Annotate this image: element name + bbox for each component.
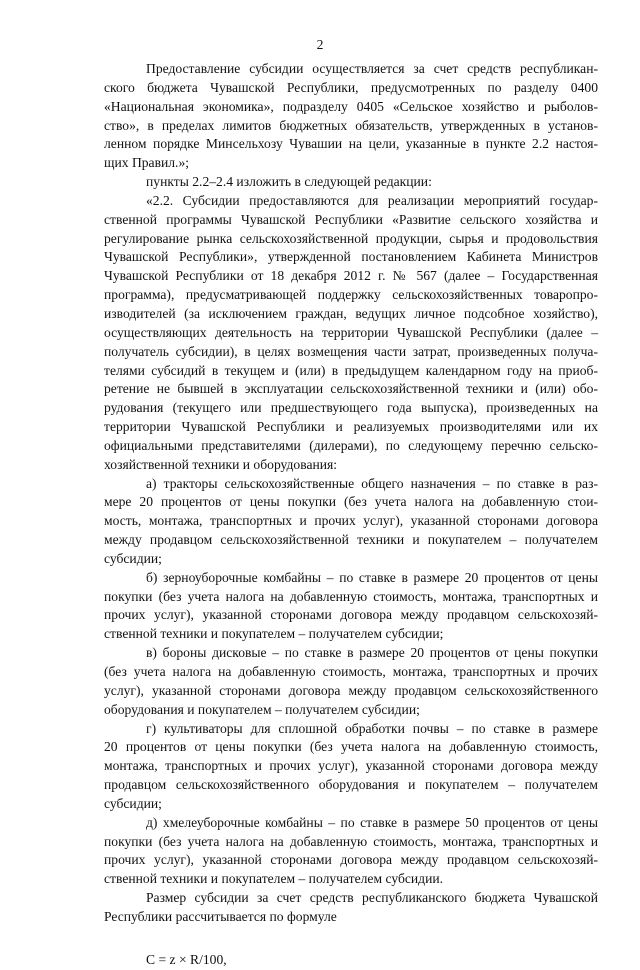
text-line: в) бороны дисковые – по ставке в размере 20 процентов от цены покупки xyxy=(146,645,598,661)
text-line: продавцом сельскохозяйственного оборудования и покупателем – получателем xyxy=(104,777,598,793)
text-line: Размер субсидии за счет средств республиканского бюджета Чувашской xyxy=(146,890,598,906)
text-line: регулирование рынка сельскохозяйственной продукции, сырья и продовольствия xyxy=(104,230,598,246)
text-line: прочих услуг), указанной сторонами договора между продавцом сельскохозяй- xyxy=(104,852,598,868)
text-line: ство», в пределах лимитов бюджетных обязательств, утвержденных в установ- xyxy=(104,117,598,133)
text-line: программа), предусматривающей поддержку сельскохозяйственных товаропро- xyxy=(104,287,598,303)
text-line: мере 20 процентов от цены покупки (без учета налога на добавленную стои- xyxy=(104,494,598,510)
text-line: хозяйственной техники и оборудования: xyxy=(104,456,338,472)
text-line: покупки (без учета налога на добавленную стоимость, монтажа, транспортных и xyxy=(104,588,598,604)
text-line: ленном порядке Минсельхозу Чувашии на цели, указанные в пункте 2.2 настоя- xyxy=(104,136,598,152)
text-line: «Национальная экономика», подразделу 0405 «Сельское хозяйство и рыболов- xyxy=(104,98,598,114)
text-line: Чувашской Республики от 18 декабря 2012 г. № 567 (далее – Государственная xyxy=(104,268,598,284)
text-line: монтажа, транспортных и прочих услуг), указанной сторонами договора между xyxy=(104,758,598,774)
text-line: изводителей (за исключением граждан, ведущих личное подсобное хозяйство), xyxy=(104,305,598,321)
text-line: «2.2. Субсидии предоставляются для реализации мероприятий государ- xyxy=(146,192,598,208)
text-line: услуг), указанной сторонами договора между продавцом сельскохозяйственного xyxy=(104,682,598,698)
text-line: телями субсидий в текущем и (или) в предыдущем календарном году на приоб- xyxy=(104,362,598,378)
text-line: территории Чувашской Республики и реализуемых производителями или их xyxy=(104,419,598,435)
page-number: 2 xyxy=(316,37,324,52)
text-line: 20 процентов от цены покупки (без учета налога на добавленную стоимость, xyxy=(104,739,598,755)
text-line: б) зерноуборочные комбайны – по ставке в размере 20 процентов от цены xyxy=(146,569,598,585)
text-line: официальными представителями (дилерами), по следующему перечню сельско- xyxy=(104,437,598,453)
text-line: д) хмелеуборочные комбайны – по ставке в размере 50 процентов от цены xyxy=(146,814,598,830)
text-line: Чувашской Республики», утвержденной постановлением Кабинета Министров xyxy=(104,249,598,265)
text-line: покупки (без учета налога на добавленную стоимость, монтажа, транспортных и xyxy=(104,833,598,849)
text-line: осуществляющих деятельность на территории Чувашской Республики (далее – xyxy=(104,324,598,340)
text-line: рудования (текущего или предшествующего года выпуска), произведенных на xyxy=(104,400,598,416)
text-line: Предоставление субсидии осуществляется за счет средств республикан- xyxy=(146,61,598,76)
text-line: оборудования и покупателем – получателем субсидии; xyxy=(104,701,420,717)
text-line: ского бюджета Чувашской Республики, предусмотренных по разделу 0400 xyxy=(104,79,598,95)
text-line: между продавцом сельскохозяйственной техники и покупателем – получателем xyxy=(104,532,598,548)
text-line: щих Правил.»; xyxy=(104,155,190,171)
text-line: ственной программы Чувашской Республики «Развитие сельского хозяйства и xyxy=(104,211,598,227)
text-line: субсидии; xyxy=(104,550,162,566)
text-line: получатель субсидии), в целях возмещения части затрат, произведенных получа- xyxy=(104,343,598,359)
text-line: ретение не бывшей в эксплуатации сельскохозяйственной техники и (или) обо- xyxy=(104,381,598,397)
formula: С = z × R/100, xyxy=(146,951,227,967)
text-line: прочих услуг), указанной сторонами договора между продавцом сельскохозяй- xyxy=(104,607,598,623)
spacer xyxy=(104,927,598,951)
text-line: а) тракторы сельскохозяйственные общего назначения – по ставке в раз- xyxy=(146,475,598,491)
text-line: Республики рассчитывается по формуле xyxy=(104,908,337,924)
text-line: пункты 2.2–2.4 изложить в следующей редакции: xyxy=(146,174,432,190)
text-line: (без учета налога на добавленную стоимость, монтажа, транспортных и прочих xyxy=(104,664,598,679)
text-line: г) культиваторы для сплошной обработки почвы – по ставке в размере xyxy=(146,720,598,736)
text-line: субсидии; xyxy=(104,795,162,811)
document-body xyxy=(104,60,598,970)
text-line: ственной техники и покупателем – получателем субсидии. xyxy=(104,871,444,887)
text-line: мость, монтажа, транспортных и прочих услуг), указанной сторонами договора xyxy=(104,513,598,529)
text-line: ственной техники и покупателем – получателем субсидии; xyxy=(104,626,444,642)
